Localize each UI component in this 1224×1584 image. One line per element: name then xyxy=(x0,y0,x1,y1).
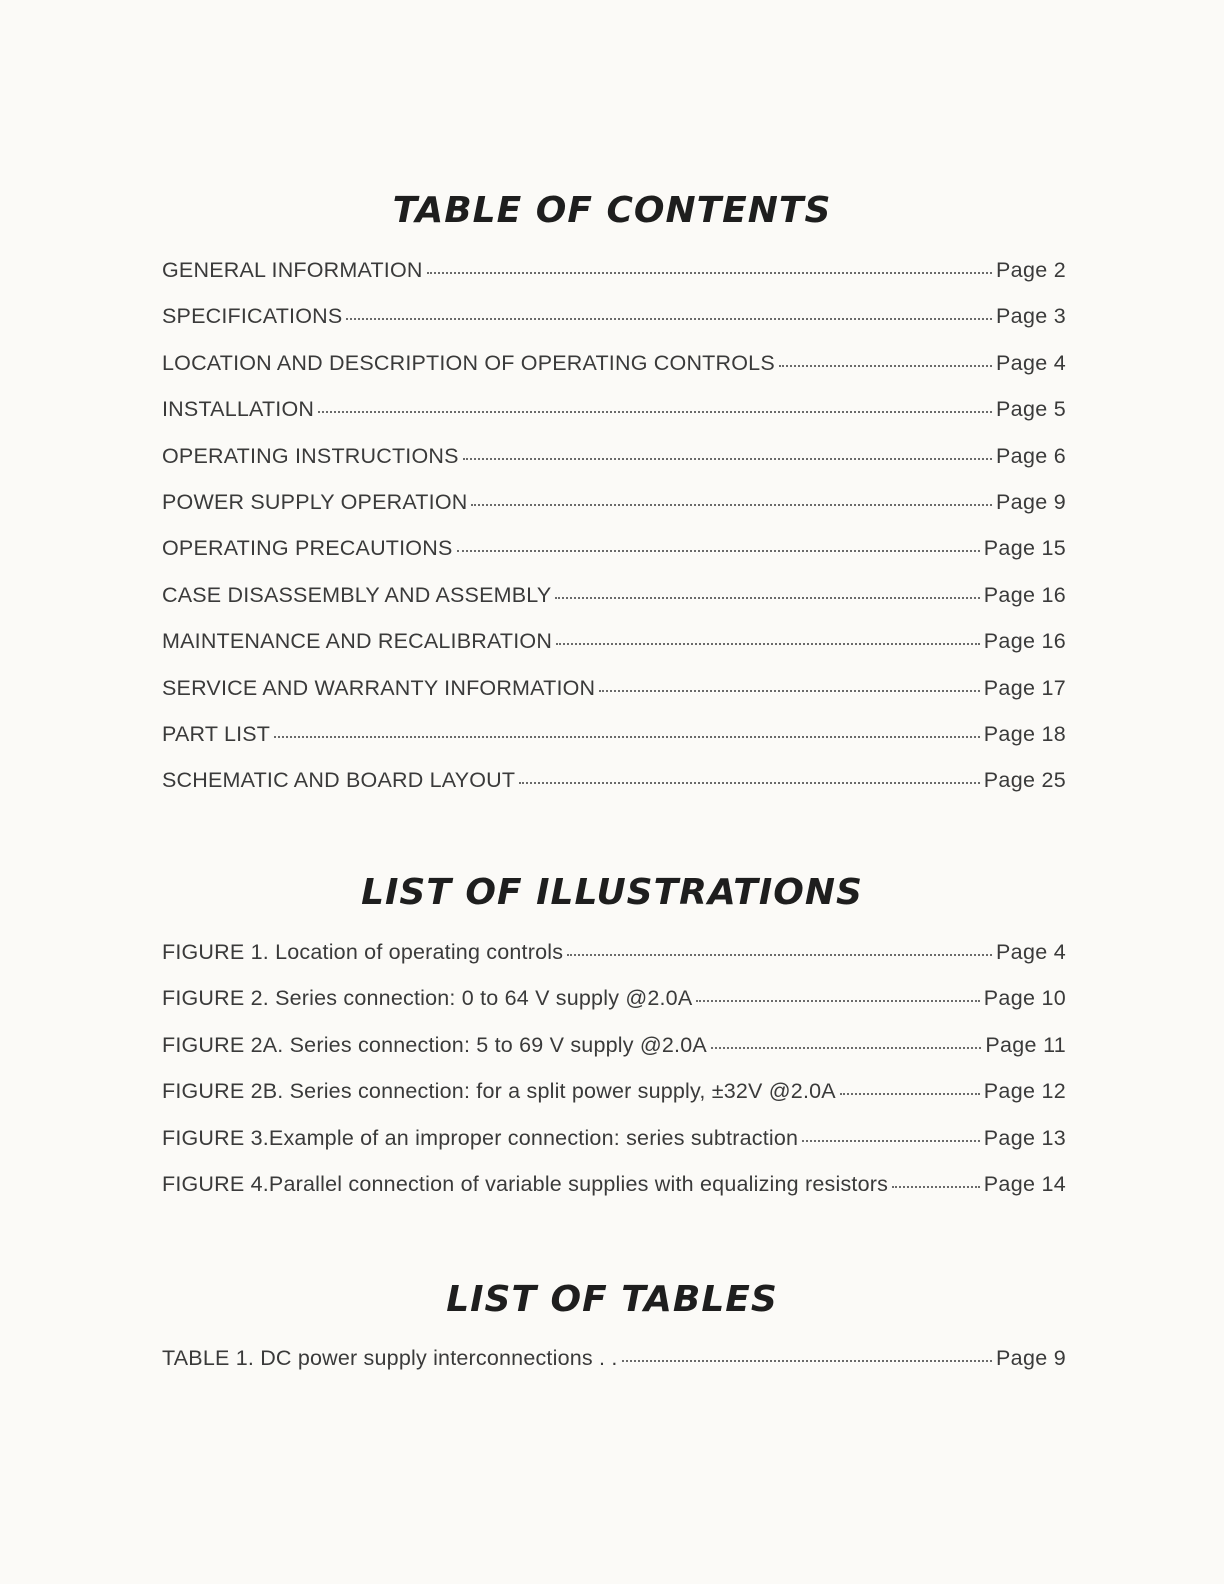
entry-page-number: Page 4 xyxy=(996,350,1066,375)
entry-page-number: Page 25 xyxy=(983,768,1066,793)
dot-leader xyxy=(567,954,992,956)
list-item xyxy=(162,1346,1066,1392)
list-item xyxy=(162,258,1066,304)
entry-label: OPERATING PRECAUTIONS xyxy=(162,536,453,561)
entry-label: GENERAL INFORMATION xyxy=(162,258,423,282)
entry-page-number: Page 12 xyxy=(983,1079,1066,1104)
tables-list xyxy=(162,1346,1066,1392)
entry-page-number: Page 14 xyxy=(983,1171,1066,1196)
entry-page-number: Page 11 xyxy=(985,1032,1066,1057)
dot-leader xyxy=(427,272,992,274)
illustrations-list xyxy=(162,940,1066,1218)
entry-label: INSTALLATION xyxy=(162,397,315,422)
dot-leader xyxy=(519,782,980,784)
entry-page-number: Page 6 xyxy=(996,443,1066,468)
entry-page-number: Page 16 xyxy=(983,582,1066,607)
entry-label: CASE DISASSEMBLY AND ASSEMBLY xyxy=(162,582,552,607)
list-item xyxy=(162,490,1066,536)
dot-leader xyxy=(556,643,980,645)
entry-label: SPECIFICATIONS xyxy=(162,304,343,329)
entry-label: FIGURE 2B. Series connection: for a split power supply, ±32V @2.0A xyxy=(162,1079,836,1104)
dot-leader xyxy=(555,597,979,599)
entry-page-number: Page 16 xyxy=(983,629,1066,654)
list-item xyxy=(162,1126,1066,1172)
toc-heading: TABLE OF CONTENTS xyxy=(392,190,832,231)
dot-leader xyxy=(622,1360,993,1362)
entry-page-number: Page 9 xyxy=(996,1346,1066,1370)
list-item xyxy=(162,1172,1066,1218)
dot-leader xyxy=(696,1000,979,1002)
entry-page-number: Page 5 xyxy=(996,397,1066,422)
entry-page-number: Page 17 xyxy=(983,675,1066,700)
entry-label: POWER SUPPLY OPERATION xyxy=(162,489,468,514)
illustrations-heading: LIST OF ILLUSTRATIONS xyxy=(361,872,863,913)
entry-page-number: Page 10 xyxy=(983,986,1066,1011)
entry-label: LOCATION AND DESCRIPTION OF OPERATING CONTROLS xyxy=(162,350,775,375)
dot-leader xyxy=(274,736,980,738)
entry-label: FIGURE 2A. Series connection: 5 to 69 V supply @2.0A xyxy=(162,1032,707,1057)
dot-leader xyxy=(892,1186,980,1188)
list-item xyxy=(162,986,1066,1032)
list-item xyxy=(162,768,1066,814)
list-item xyxy=(162,722,1066,768)
list-item xyxy=(162,629,1066,675)
list-item xyxy=(162,676,1066,722)
list-item xyxy=(162,1033,1066,1079)
dot-leader xyxy=(471,504,992,506)
entry-label: FIGURE 2. Series connection: 0 to 64 V supply @2.0A xyxy=(162,986,693,1011)
entry-label: TABLE 1. DC power supply interconnections . . xyxy=(162,1346,618,1370)
tables-heading: LIST OF TABLES xyxy=(446,1279,778,1320)
list-item xyxy=(162,1079,1066,1125)
dot-leader xyxy=(599,690,980,692)
list-item xyxy=(162,304,1066,350)
entry-label: PART LIST xyxy=(162,721,271,746)
entry-page-number: Page 18 xyxy=(983,721,1066,746)
dot-leader xyxy=(779,365,992,367)
entry-label: FIGURE 1. Location of operating controls xyxy=(162,940,564,964)
entry-label: SERVICE AND WARRANTY INFORMATION xyxy=(162,675,596,700)
list-item xyxy=(162,940,1066,986)
toc-list xyxy=(162,258,1066,815)
entry-page-number: Page 3 xyxy=(996,304,1066,329)
entry-label: FIGURE 3.Example of an improper connection: series subtraction xyxy=(162,1125,799,1150)
dot-leader xyxy=(802,1140,980,1142)
entry-label: SCHEMATIC AND BOARD LAYOUT xyxy=(162,768,516,793)
list-item xyxy=(162,397,1066,443)
dot-leader xyxy=(318,411,992,413)
list-item xyxy=(162,351,1066,397)
entry-page-number: Page 15 xyxy=(983,536,1066,561)
entry-label: FIGURE 4.Parallel connection of variable supplies with equalizing resistors xyxy=(162,1171,889,1196)
entry-page-number: Page 4 xyxy=(996,940,1066,964)
entry-label: OPERATING INSTRUCTIONS xyxy=(162,443,459,468)
entry-page-number: Page 9 xyxy=(996,489,1066,514)
entry-page-number: Page 13 xyxy=(983,1125,1066,1150)
list-item xyxy=(162,583,1066,629)
entry-label: MAINTENANCE AND RECALIBRATION xyxy=(162,629,553,654)
dot-leader xyxy=(840,1093,980,1095)
dot-leader xyxy=(711,1047,981,1049)
list-item xyxy=(162,444,1066,490)
list-item xyxy=(162,536,1066,582)
entry-page-number: Page 2 xyxy=(996,258,1066,282)
dot-leader xyxy=(463,458,992,460)
dot-leader xyxy=(457,550,980,552)
dot-leader xyxy=(346,318,992,320)
